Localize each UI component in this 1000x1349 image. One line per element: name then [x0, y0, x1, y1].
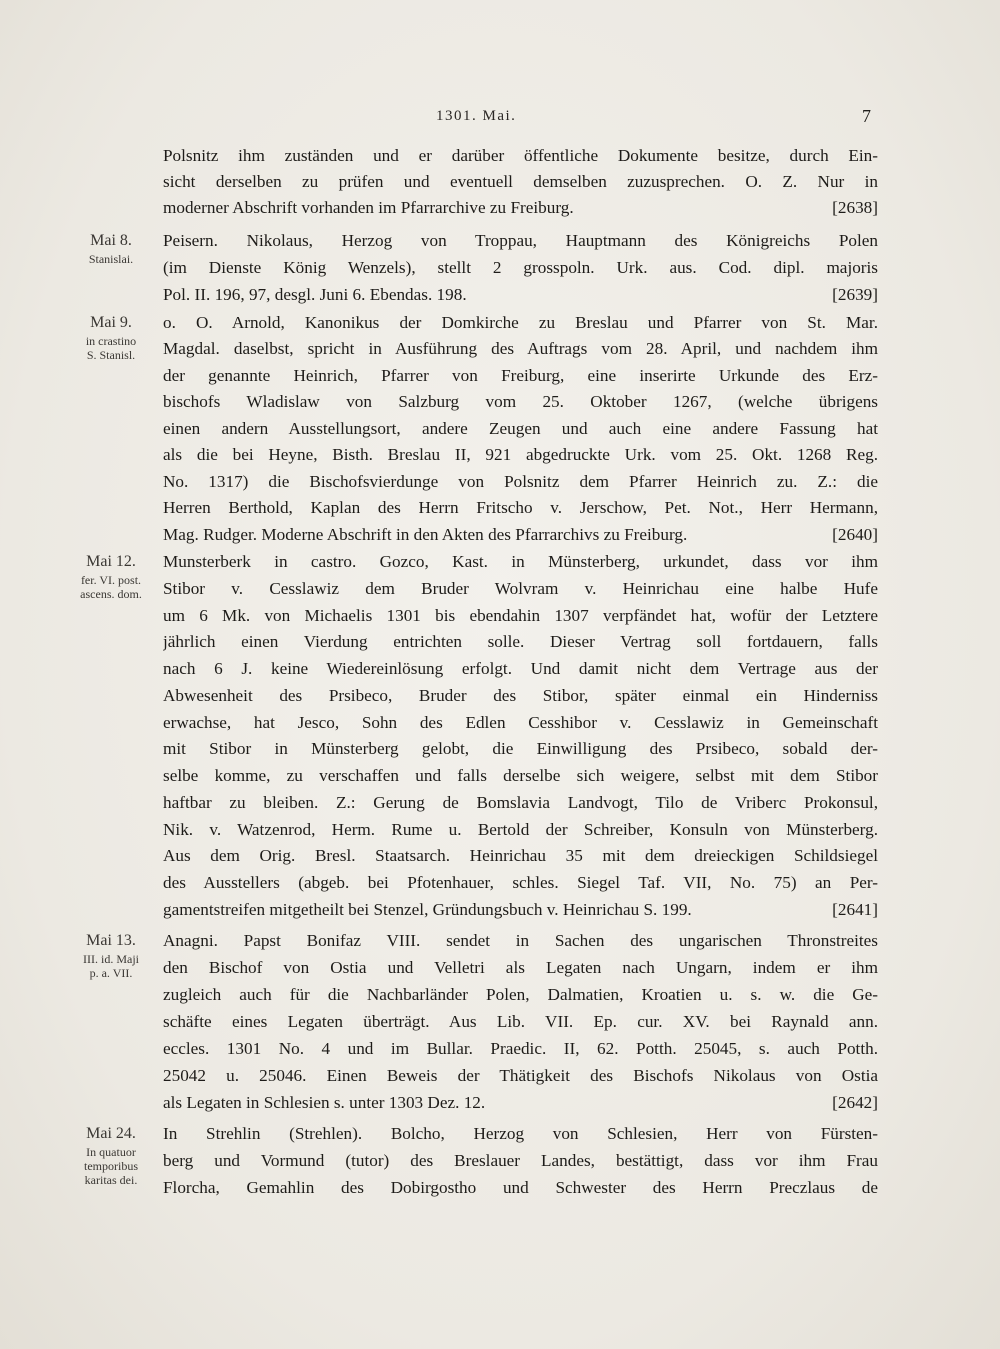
text-line: einen andern Ausstellungsort, andere Zeugen und auch eine andere Fassung hat	[163, 419, 878, 438]
text-line: nach 6 J. keine Wiedereinlösung erfolgt. Und damit nicht dem Vertrage aus der	[163, 659, 878, 678]
text-line: Magdal. daselbst, spricht in Ausführung des Auftrags vom 28. April, und nachdem ihm	[163, 339, 878, 358]
text-line: jährlich einen Vierdung entrichten solle. Dieser Vertrag soll fortdauern, falls	[163, 632, 878, 651]
text-line-final	[163, 282, 878, 308]
text-line: Nik. v. Watzenrod, Herm. Rume u. Bertold der Schreiber, Konsuln von Münsterberg.	[163, 820, 878, 839]
margin-feast: Stanislai.	[88, 252, 134, 266]
margin-note	[60, 1123, 162, 1187]
text-line: o. O. Arnold, Kanonikus der Domkirche zu Breslau und Pfarrer von St. Mar.	[163, 313, 878, 332]
text-line: In Strehlin (Strehlen). Bolcho, Herzog von Schlesien, Herr von Fürsten-	[163, 1124, 878, 1143]
margin-date: Mai 9.	[90, 314, 132, 331]
margin-feast: in crastino	[85, 334, 137, 348]
margin-date: Mai 24.	[86, 1125, 136, 1142]
text-line: bischofs Wladislaw von Salzburg vom 25. Oktober 1267, (welche übrigens	[163, 392, 878, 411]
text-line: Abwesenheit des Prsibeco, Bruder des Stibor, später einmal ein Hinderniss	[163, 686, 878, 705]
text-line: als Legaten in Schlesien s. unter 1303 Dez. 12.	[163, 1093, 486, 1112]
margin-feast: In quatuor	[86, 1145, 136, 1159]
margin-note	[60, 312, 162, 362]
text-line: Pol. II. 196, 97, desgl. Juni 6. Ebendas. 198.	[163, 285, 467, 304]
register-number: [2641]	[832, 900, 878, 919]
text-line: Stibor v. Cesslawiz dem Bruder Wolvram v. Heinrichau eine halbe Hufe	[163, 579, 878, 598]
text-line: den Bischof von Ostia und Velletri als Legaten nach Ungarn, indem er ihm	[163, 958, 878, 977]
running-head	[0, 108, 1000, 130]
margin-feast: ascens. dom.	[80, 587, 142, 601]
text-line-final	[163, 195, 878, 221]
register-number: [2638]	[832, 198, 878, 217]
margin-feast: S. Stanisl.	[86, 348, 136, 362]
margin-date: Mai 13.	[86, 932, 136, 949]
text-line: mit Stibor in Münsterberg gelobt, die Einwilligung des Prsibeco, sobald der-	[163, 739, 878, 758]
text-line: sicht derselben zu prüfen und eventuell demselben zuzusprechen. O. Z. Nur in	[163, 172, 878, 191]
text-line: Peisern. Nikolaus, Herzog von Troppau, Hauptmann des Königreichs Polen	[163, 231, 878, 250]
text-line: erwachse, hat Jesco, Sohn des Edlen Cesshibor v. Cesslawiz in Gemeinschaft	[163, 713, 878, 732]
text-line: Mag. Rudger. Moderne Abschrift in den Akten des Pfarrarchivs zu Freiburg.	[163, 525, 688, 544]
text-line: der genannte Heinrich, Pfarrer von Freiburg, eine inserirte Urkunde des Erz-	[163, 366, 878, 385]
margin-note	[60, 551, 162, 601]
text-line: Anagni. Papst Bonifaz VIII. sendet in Sachen des ungarischen Thronstreites	[163, 931, 878, 950]
text-line: Florcha, Gemahlin des Dobirgostho und Schwester des Herrn Preczlaus de	[163, 1178, 878, 1197]
margin-feast: karitas dei.	[84, 1173, 138, 1187]
margin-feast: p. a. VII.	[89, 966, 133, 980]
text-line: gamentstreifen mitgetheilt bei Stenzel, Gründungsbuch v. Heinrichau S. 199.	[163, 900, 692, 919]
running-title: 1301. Mai.	[436, 108, 517, 124]
margin-note	[60, 930, 162, 980]
text-line: Aus dem Orig. Bresl. Staatsarch. Heinrichau 35 mit dem dreieckigen Schildsiegel	[163, 846, 878, 865]
page-number: 7	[862, 106, 871, 126]
text-line: berg und Vormund (tutor) des Breslauer Landes, bestättigt, dass vor ihm Frau	[163, 1151, 878, 1170]
register-number: [2640]	[832, 525, 878, 544]
text-line: haftbar zu bleiben. Z.: Gerung de Bomslavia Landvogt, Tilo de Vriberc Prokonsul,	[163, 793, 878, 812]
margin-feast: III. id. Maji	[83, 952, 139, 966]
text-line: No. 1317) die Bischofsvierdunge von Polsnitz dem Pfarrer Heinrich zu. Z.: die	[163, 472, 878, 491]
text-line: moderner Abschrift vorhanden im Pfarrarchive zu Freiburg.	[163, 198, 574, 217]
margin-note	[60, 230, 162, 266]
text-line: (im Dienste König Wenzels), stellt 2 grosspoln. Urk. aus. Cod. dipl. majoris	[163, 258, 878, 277]
text-line-final	[163, 522, 878, 548]
text-line: des Ausstellers (abgeb. bei Pfotenhauer, schles. Siegel Taf. VII, No. 75) an Per-	[163, 873, 878, 892]
text-line: Polsnitz ihm zuständen und er darüber öffentliche Dokumente besitze, durch Ein-	[163, 146, 878, 165]
text-line: zugleich auch für die Nachbarländer Polen, Dalmatien, Kroatien u. s. w. die Ge-	[163, 985, 878, 1004]
text-line: Herren Berthold, Kaplan des Herrn Fritscho v. Jerschow, Pet. Not., Herr Hermann,	[163, 498, 878, 517]
register-number: [2639]	[832, 285, 878, 304]
text-line-final	[163, 1090, 878, 1116]
margin-feast: temporibus	[84, 1159, 138, 1173]
margin-date: Mai 12.	[86, 553, 136, 570]
text-line: Munsterberk in castro. Gozco, Kast. in Münsterberg, urkundet, dass vor ihm	[163, 552, 878, 571]
text-line: selbe komme, zu verschaffen und falls derselbe sich weigere, selbst mit dem Stibor	[163, 766, 878, 785]
text-line: 25042 u. 25046. Einen Beweis der Thätigkeit des Bischofs Nikolaus von Ostia	[163, 1066, 878, 1085]
margin-feast: fer. VI. post.	[80, 573, 142, 587]
text-line: schäfte eines Legaten überträgt. Aus Lib. VII. Ep. cur. XV. bei Raynald ann.	[163, 1012, 878, 1031]
text-line: als die bei Heyne, Bisth. Breslau II, 921 abgedruckte Urk. vom 25. Okt. 1268 Reg.	[163, 445, 878, 464]
text-line: eccles. 1301 No. 4 und im Bullar. Praedic. II, 62. Potth. 25045, s. auch Potth.	[163, 1039, 878, 1058]
margin-date: Mai 8.	[90, 232, 132, 249]
register-number: [2642]	[832, 1093, 878, 1112]
text-line-final	[163, 897, 878, 923]
text-line: um 6 Mk. von Michaelis 1301 bis ebendahin 1307 verpfändet hat, wofür der Letztere	[163, 606, 878, 625]
